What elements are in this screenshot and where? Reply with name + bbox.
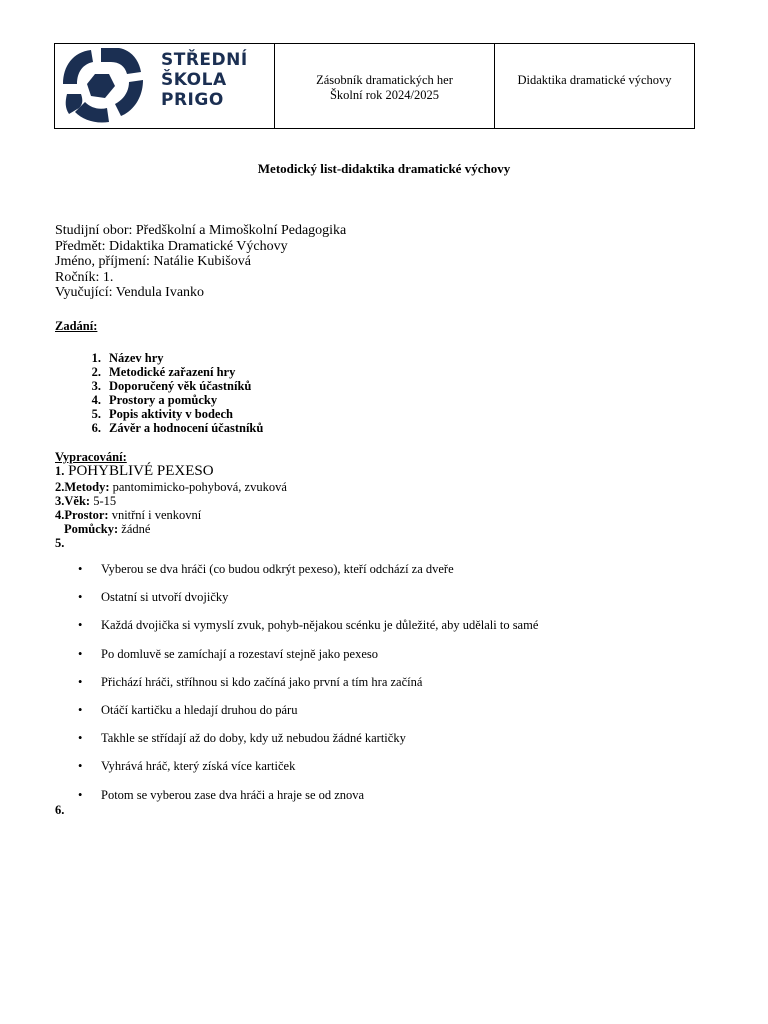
list-item — [78, 618, 538, 646]
list-item — [78, 788, 538, 816]
bullet-icon: • — [78, 787, 83, 802]
step-text: Ostatní si utvoří dvojičky — [101, 590, 229, 605]
section-six-number: 6. — [55, 803, 65, 817]
item-number: 5. — [91, 407, 101, 421]
list-item — [78, 703, 538, 731]
logo-line2: ŠKOLA — [161, 70, 227, 90]
step-text: Vyberou se dva hráči (co budou odkrýt pexeso), kteří odchází za dveře — [101, 562, 454, 576]
list-item — [78, 562, 538, 590]
assignment-list — [55, 351, 263, 435]
game-meta — [55, 480, 287, 550]
steps-list — [78, 562, 538, 816]
header-middle-cell — [275, 44, 495, 128]
bullet-icon: • — [78, 646, 83, 661]
step-text: Přichází hráči, stříhnou si kdo začíná jako první a tím hra začíná — [101, 674, 423, 689]
item-text: Popis aktivity v bodech — [109, 407, 233, 421]
list-item — [78, 731, 538, 759]
list-item — [55, 379, 263, 393]
header-table — [54, 43, 695, 129]
meta-methods — [55, 480, 287, 494]
game-name: POHYBLIVÉ PEXESO — [68, 463, 214, 479]
step-text: Vyhrává hráč, který získá více kartiček — [101, 759, 296, 774]
info-field-rocnik: Ročník: 1. — [55, 269, 114, 285]
list-item — [55, 393, 263, 407]
list-item — [78, 675, 538, 703]
meta-five — [55, 536, 287, 550]
meta-value: žádné — [121, 522, 151, 536]
item-text: Prostory a pomůcky — [109, 393, 218, 407]
step-text: Každá dvojička si vymyslí zvuk, pohyb-nějakou scénku je důležité, aby udělali to samé — [101, 618, 539, 633]
solution-heading: Vypracování: — [55, 450, 127, 464]
game-number: 1. — [55, 464, 65, 478]
item-number: 1. — [91, 351, 101, 365]
section-number: 5. — [55, 536, 65, 550]
header-school-year: Školní rok 2024/2025 — [329, 88, 440, 102]
meta-label: 4.Prostor: — [55, 508, 109, 522]
step-text: Po domluvě se zamíchají a rozestaví stejně jako pexeso — [101, 646, 378, 661]
list-item — [78, 647, 538, 675]
item-number: 6. — [91, 421, 101, 435]
item-text: Závěr a hodnocení účastníků — [109, 421, 264, 435]
step-text: Takhle se střídají až do doby, kdy už nebudou žádné kartičky — [101, 731, 406, 746]
info-field-vyucujici: Vyučující: Vendula Ivanko — [55, 285, 205, 300]
meta-value: vnitřní i venkovní — [111, 508, 202, 522]
bullet-icon: • — [78, 618, 83, 633]
meta-age — [55, 494, 287, 508]
logo-text — [161, 50, 248, 110]
item-text: Název hry — [109, 351, 164, 365]
game-title — [55, 463, 214, 480]
header-collection-title: Zásobník dramatických her — [316, 73, 453, 87]
info-field-obor: Studijní obor: Předškolní a Mimoškolní Pedagogika — [55, 223, 347, 238]
info-field-predmet: Předmět: Didaktika Dramatické Výchovy — [55, 238, 288, 254]
meta-value: pantomimicko-pohybová, zvuková — [112, 480, 287, 494]
logo-line3: PRIGO — [161, 90, 224, 110]
meta-label: Pomůcky: — [64, 522, 119, 536]
list-item — [55, 407, 263, 421]
meta-label: 3.Věk: — [55, 494, 91, 508]
info-field-jmeno: Jméno, příjmení: Natálie Kubišová — [55, 254, 251, 269]
bullet-icon: • — [78, 702, 83, 717]
logo-line1: STŘEDNÍ — [161, 50, 248, 70]
list-item — [55, 365, 263, 379]
bullet-icon: • — [78, 590, 83, 605]
student-info — [55, 223, 346, 301]
item-number: 4. — [91, 393, 101, 407]
list-item — [55, 351, 263, 365]
item-text: Metodické zařazení hry — [109, 365, 236, 379]
bullet-icon: • — [78, 674, 83, 689]
header-subject: Didaktika dramatické výchovy — [517, 73, 672, 87]
list-item — [55, 421, 263, 435]
bullet-icon: • — [78, 562, 83, 576]
meta-value: 5-15 — [93, 494, 117, 508]
meta-label: 2.Metody: — [55, 480, 110, 494]
list-item — [78, 590, 538, 618]
assignment-heading: Zadání: — [55, 319, 98, 333]
item-text: Doporučený věk účastníků — [109, 379, 252, 393]
meta-tools — [55, 522, 287, 536]
meta-space — [55, 508, 287, 522]
header-right-cell — [495, 44, 694, 128]
step-text: Otáčí kartičku a hledají druhou do páru — [101, 702, 298, 717]
bullet-icon: • — [78, 731, 83, 746]
item-number: 2. — [91, 365, 101, 379]
item-number: 3. — [91, 379, 101, 393]
document-title: Metodický list-didaktika dramatické výchovy — [257, 161, 511, 176]
bullet-icon: • — [78, 759, 83, 774]
step-text: Potom se vyberou zase dva hráči a hraje se od znova — [101, 787, 365, 802]
logo-cell — [55, 44, 275, 128]
list-item — [78, 759, 538, 787]
